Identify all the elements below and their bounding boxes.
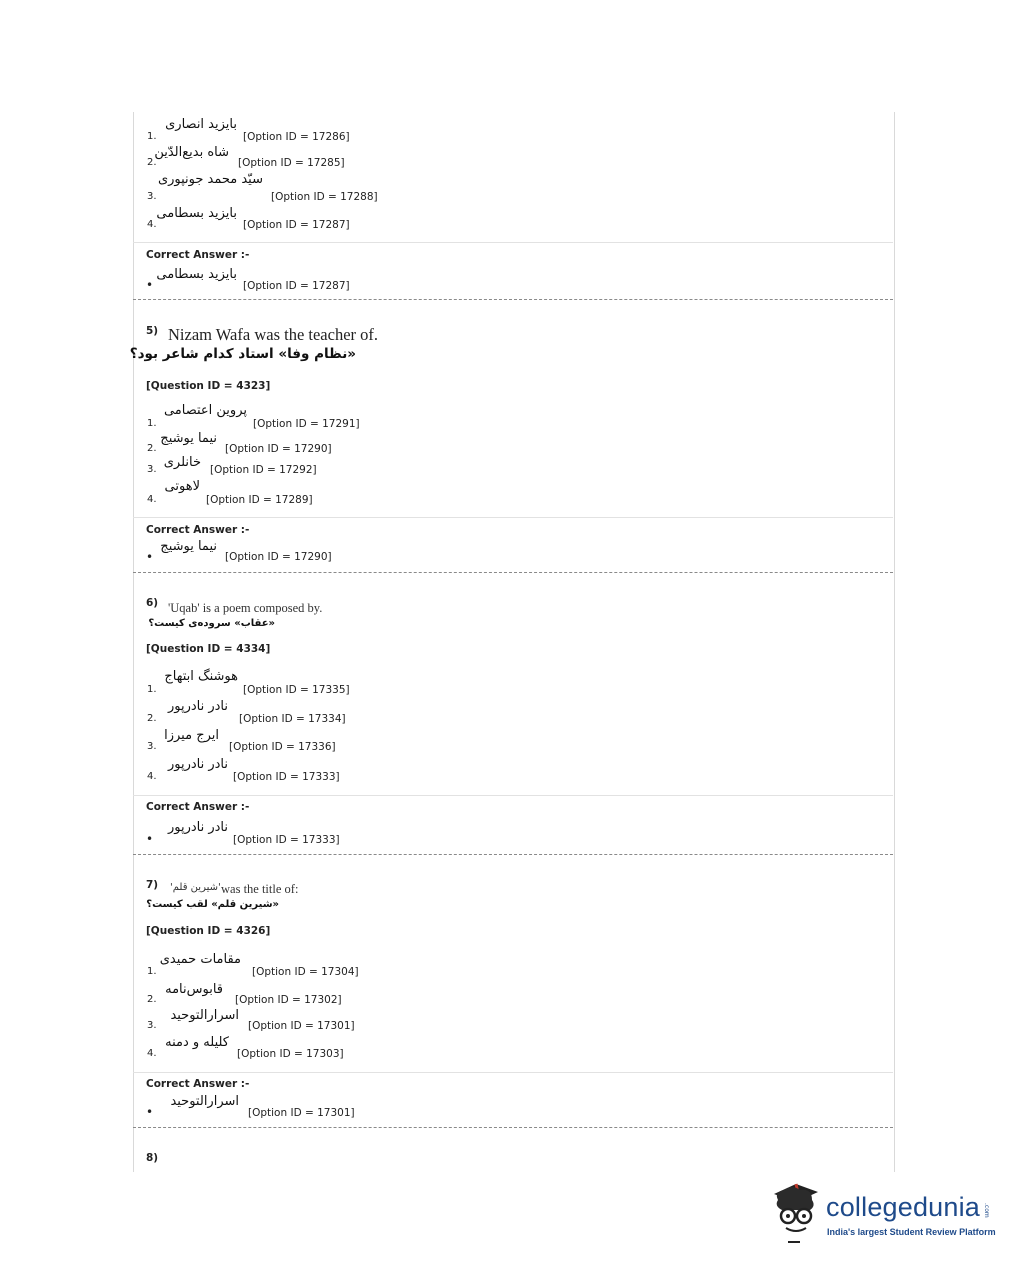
question-divider <box>133 572 893 573</box>
question-text-fa: «عقاب» سروده‌ی کیست؟ <box>148 618 275 629</box>
option-text: خانلری <box>163 455 201 470</box>
brand-tagline: India's largest Student Review Platform <box>827 1227 996 1237</box>
option-id: [Option ID = 17301] <box>248 1020 355 1032</box>
brand-name: collegedunia <box>826 1192 981 1222</box>
option-id: [Option ID = 17292] <box>210 464 317 476</box>
question-number: 7) <box>146 879 159 891</box>
correct-answer-option-id: [Option ID = 17301] <box>248 1107 355 1119</box>
correct-answer-label: Correct Answer :- <box>146 801 250 813</box>
option-text: نادر نادرپور <box>167 757 228 772</box>
answer-bullet: • <box>146 278 154 292</box>
option-text: نادر نادرپور <box>167 699 228 714</box>
option-id: [Option ID = 17333] <box>233 771 340 783</box>
option-text: شاه بدیع‌الدّین <box>154 145 229 160</box>
answer-bullet: • <box>146 550 154 564</box>
option-text: بایزید انصاری <box>165 117 237 132</box>
question-number: 8) <box>146 1152 159 1164</box>
option-text: پروین اعتصامی <box>163 403 247 418</box>
option-id: [Option ID = 17290] <box>225 443 332 455</box>
option-text: بایزید بسطامی <box>156 206 237 221</box>
question-divider <box>133 1127 893 1128</box>
correct-answer-text: نادر نادرپور <box>167 820 228 835</box>
option-number: 4. <box>147 494 157 505</box>
question-text-en: Nizam Wafa was the teacher of. <box>168 325 379 344</box>
correct-answer-text: اسرارالتوحید <box>170 1094 239 1109</box>
question-id: [Question ID = 4334] <box>146 643 271 655</box>
option-text: کلیله و دمنه <box>165 1035 229 1050</box>
page-frame <box>133 112 895 1172</box>
option-number: 2. <box>147 713 157 724</box>
option-id: [Option ID = 17286] <box>243 131 350 143</box>
option-id: [Option ID = 17287] <box>243 219 350 231</box>
option-number: 4. <box>147 219 157 230</box>
option-id: [Option ID = 17289] <box>206 494 313 506</box>
option-text: مقامات حمیدی <box>159 952 241 967</box>
question-number: 5) <box>146 325 159 337</box>
option-number: 3. <box>147 741 157 752</box>
correct-answer-label: Correct Answer :- <box>146 524 250 536</box>
option-id: [Option ID = 17288] <box>271 191 378 203</box>
option-id: [Option ID = 17302] <box>235 994 342 1006</box>
question-text-fa: «نظام وفا» استاد کدام شاعر بود؟ <box>129 346 356 362</box>
option-number: 4. <box>147 1048 157 1059</box>
option-id: [Option ID = 17285] <box>238 157 345 169</box>
answer-bullet: • <box>146 832 154 846</box>
option-number: 2. <box>147 157 157 168</box>
option-id: [Option ID = 17334] <box>239 713 346 725</box>
question-number: 6) <box>146 597 159 609</box>
question-text-fa: «شیرین قلم» لقب کیست؟ <box>146 899 279 910</box>
option-number: 3. <box>147 1020 157 1031</box>
question-divider <box>133 299 893 300</box>
separator <box>133 1072 893 1073</box>
question-id: [Question ID = 4326] <box>146 925 271 937</box>
option-number: 1. <box>147 418 157 429</box>
option-number: 3. <box>147 191 157 202</box>
mascot-icon <box>766 1178 824 1248</box>
option-number: 2. <box>147 443 157 454</box>
question-text-en: was the title of: <box>221 882 299 896</box>
question-divider <box>133 854 893 855</box>
option-number: 4. <box>147 771 157 782</box>
option-text: هوشنگ ابتهاج <box>164 669 238 684</box>
option-number: 3. <box>147 464 157 475</box>
correct-answer-label: Correct Answer :- <box>146 1078 250 1090</box>
separator <box>133 795 893 796</box>
option-id: [Option ID = 17291] <box>253 418 360 430</box>
question-text-en: 'Uqab' is a poem composed by. <box>168 601 323 615</box>
question-text-fa-inline: 'شیرین قلم' <box>170 882 221 893</box>
option-id: [Option ID = 17335] <box>243 684 350 696</box>
answer-bullet: • <box>146 1105 154 1119</box>
option-text: لاهوتی <box>164 479 200 494</box>
correct-answer-option-id: [Option ID = 17333] <box>233 834 340 846</box>
brand-com: .com <box>983 1203 990 1218</box>
option-text: ایرج میرزا <box>164 728 219 743</box>
separator <box>133 517 893 518</box>
correct-answer-label: Correct Answer :- <box>146 249 250 261</box>
option-text: سیّد محمد جونپوری <box>157 172 263 187</box>
option-text: اسرارالتوحید <box>170 1008 239 1023</box>
option-number: 1. <box>147 131 157 142</box>
correct-answer-option-id: [Option ID = 17290] <box>225 551 332 563</box>
option-number: 1. <box>147 684 157 695</box>
option-id: [Option ID = 17303] <box>237 1048 344 1060</box>
option-text: قابوس‌نامه <box>165 982 223 997</box>
option-number: 1. <box>147 966 157 977</box>
correct-answer-text: بایزید بسطامی <box>156 267 237 282</box>
question-id: [Question ID = 4323] <box>146 380 271 392</box>
option-number: 2. <box>147 994 157 1005</box>
option-text: نیما یوشیج <box>160 431 217 446</box>
correct-answer-option-id: [Option ID = 17287] <box>243 280 350 292</box>
option-id: [Option ID = 17304] <box>252 966 359 978</box>
separator <box>133 242 893 243</box>
option-id: [Option ID = 17336] <box>229 741 336 753</box>
correct-answer-text: نیما یوشیج <box>160 539 217 554</box>
